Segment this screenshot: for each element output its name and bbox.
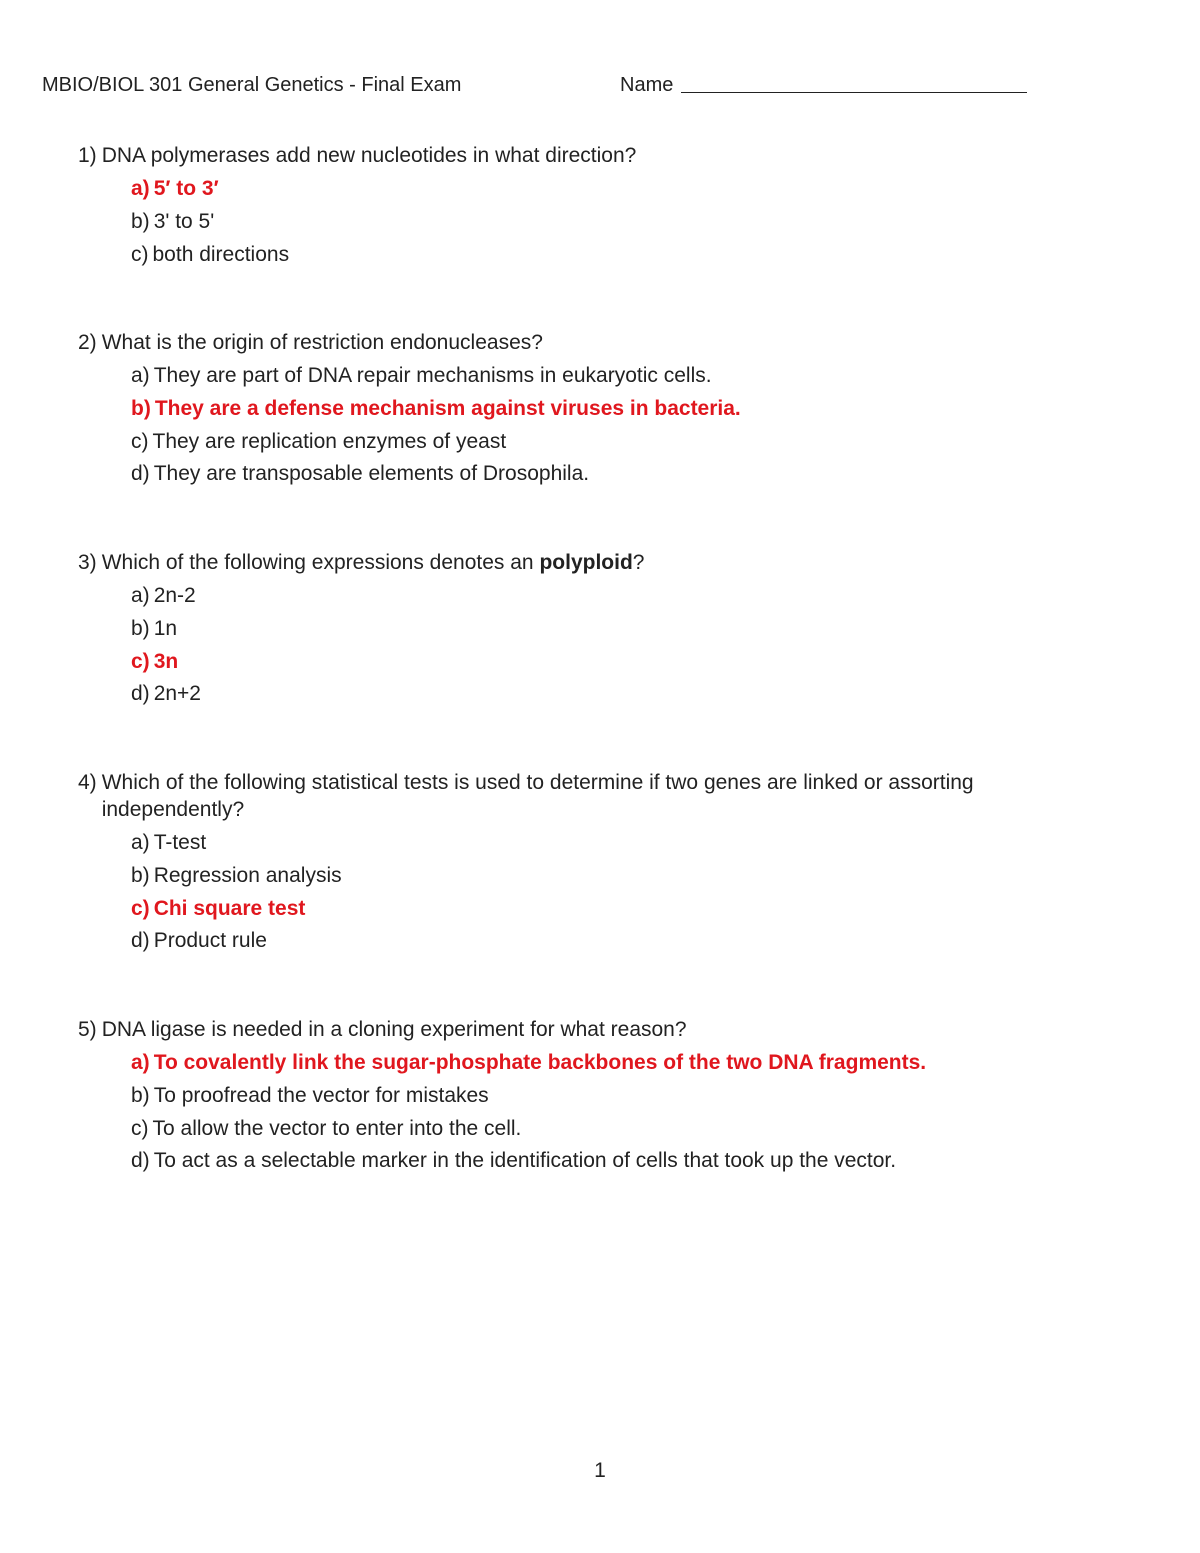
question-stem xyxy=(78,329,1118,356)
option-list xyxy=(78,582,1118,707)
option-a: a) They are part of DNA repair mechanisms in eukaryotic cells. xyxy=(131,364,712,387)
question-4 xyxy=(78,769,1118,960)
option-a: a) 2n-2 xyxy=(131,584,196,607)
option-a-correct: a) To covalently link the sugar-phosphate backbones of the two DNA fragments. xyxy=(131,1051,927,1074)
question-number: 4) xyxy=(78,771,97,794)
option-d: d) To act as a selectable marker in the identification of cells that took up the vector. xyxy=(131,1149,897,1173)
option-c-correct: c) Chi square test xyxy=(131,896,306,920)
option-list xyxy=(78,175,1118,268)
question-number: 3) xyxy=(78,551,97,574)
option-d: d) 2n+2 xyxy=(131,682,201,706)
emphasized-term: polyploid xyxy=(539,551,633,574)
option-a-correct: a) 5′ to 3′ xyxy=(131,177,219,200)
question-stem xyxy=(78,769,1118,823)
option-b: b) 3' to 5' xyxy=(131,209,215,233)
option-c: c) They are replication enzymes of yeast xyxy=(131,429,507,453)
question-number: 1) xyxy=(78,144,97,167)
option-d: d) Product rule xyxy=(131,929,267,953)
question-2 xyxy=(78,329,1118,493)
option-c: c) both directions xyxy=(131,242,290,266)
option-list xyxy=(78,829,1118,954)
question-text: DNA ligase is needed in a cloning experiment for what reason? xyxy=(101,1018,687,1041)
option-b-correct: b) They are a defense mechanism against viruses in bacteria. xyxy=(131,396,741,420)
option-c-correct: c) 3n xyxy=(131,649,179,673)
question-5 xyxy=(78,1016,1118,1180)
question-stem xyxy=(78,142,1118,169)
option-d: d) They are transposable elements of Drosophila. xyxy=(131,462,590,486)
option-a: a) T-test xyxy=(131,831,207,854)
option-b: b) 1n xyxy=(131,616,178,640)
course-title: MBIO/BIOL 301 General Genetics - Final Exam xyxy=(42,74,462,96)
question-number: 2) xyxy=(78,331,97,354)
name-blank-line xyxy=(681,72,1027,93)
question-3 xyxy=(78,549,1118,713)
page-number: 1 xyxy=(594,1459,606,1482)
question-number: 5) xyxy=(78,1018,97,1041)
question-stem xyxy=(78,549,1118,576)
question-text: What is the origin of restriction endonucleases? xyxy=(101,331,543,354)
name-label: Name xyxy=(620,74,674,96)
question-text: Which of the following expressions denotes an polyploid? xyxy=(101,551,645,574)
question-stem xyxy=(78,1016,1118,1043)
question-1 xyxy=(78,142,1118,273)
option-b: b) Regression analysis xyxy=(131,863,342,887)
name-field xyxy=(620,72,1027,98)
question-text: Which of the following statistical tests is used to determine if two genes are linked or assorting independently? xyxy=(101,771,974,821)
option-b: b) To proofread the vector for mistakes xyxy=(131,1083,489,1107)
option-list xyxy=(78,1049,1118,1174)
option-c: c) To allow the vector to enter into the cell. xyxy=(131,1116,522,1140)
question-text: DNA polymerases add new nucleotides in what direction? xyxy=(101,144,637,167)
option-list xyxy=(78,362,1118,487)
